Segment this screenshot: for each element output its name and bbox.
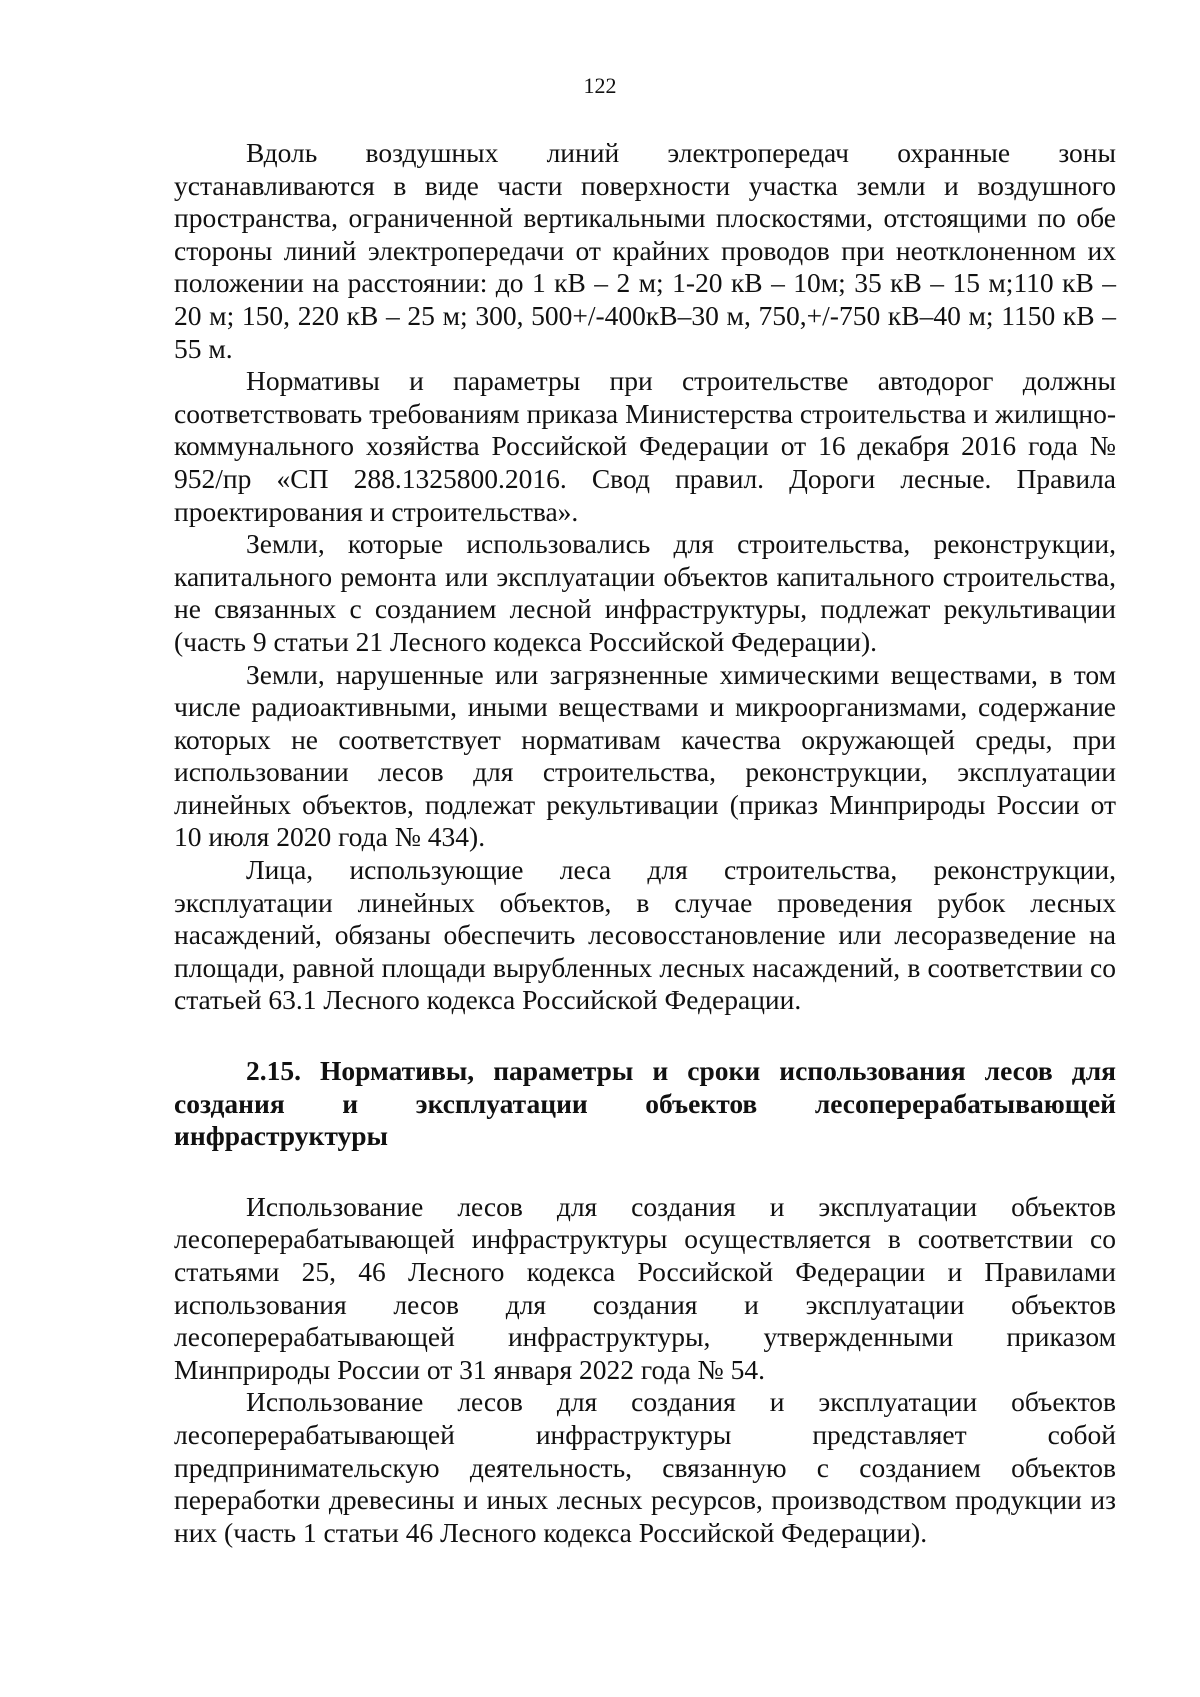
section-heading: 2.15. Нормативы, параметры и сроки использования лесов для создания и эксплуатации объектов лесоперерабатывающей инфраструктуры — [174, 1055, 1116, 1152]
page-number: 122 — [583, 73, 617, 98]
paragraph-reforestation: Лица, использующие леса для строительства, реконструкции, эксплуатации линейных объектов, в случае проведения рубок лесных насаждений, обязаны обеспечить лесовосстановление или лесоразведение на площади, равной площади вырубленных лесных насаждений, в соответствии со статьей 63.1 Лесного кодекса Российской Федерации. — [174, 854, 1116, 1016]
paragraph-road-standards: Нормативы и параметры при строительстве автодорог должны соответствовать требованиям приказа Министерства строительства и жилищно-коммунального хозяйства Российской Федерации от 16 декабря 2016 года № 952/пр «СП 288.1325800.2016. Свод правил. Дороги лесные. Правила проектирования и строительства». — [174, 365, 1116, 527]
paragraph-contaminated-land: Земли, нарушенные или загрязненные химическими веществами, в том числе радиоактивными, иными веществами и микроорганизмами, содержание которых не соответствует нормативам качества окружающей среды, при использовании лесов для строительства, реконструкции, эксплуатации линейных объектов, подлежат рекультивации (приказ Минприроды России от 10 июля 2020 года № 434). — [174, 658, 1116, 853]
paragraph-entrepreneurial-activity: Использование лесов для создания и эксплуатации объектов лесоперерабатывающей инфраструктуры представляет собой предпринимательскую деятельность, связанную с созданием объектов переработки древесины и иных лесных ресурсов, производством продукции из них (часть 1 статьи 46 Лесного кодекса Российской Федерации). — [174, 1386, 1116, 1548]
paragraph-processing-infrastructure-use: Использование лесов для создания и эксплуатации объектов лесоперерабатывающей инфраструктуры осуществляется в соответствии со статьями 25, 46 Лесного кодекса Российской Федерации и Правилами использования лесов для создания и эксплуатации объектов лесоперерабатывающей инфраструктуры, утвержденными приказом Минприроды России от 31 января 2022 года № 54. — [174, 1190, 1116, 1385]
document-body — [174, 137, 1116, 1549]
paragraph-power-line-zones: Вдоль воздушных линий электропередач охранные зоны устанавливаются в виде части поверхности участка земли и воздушного пространства, ограниченной вертикальными плоскостями, отстоящими по обе стороны линий электропередачи от крайних проводов при неотклоненном их положении на расстоянии: до 1 кВ – 2 м; 1-20 кВ – 10м; 35 кВ – 15 м;110 кВ – 20 м; 150, 220 кВ – 25 м; 300, 500+/-400кВ–30 м, 750,+/-750 кВ–40 м; 1150 кВ – 55 м. — [174, 137, 1116, 364]
paragraph-land-reclamation: Земли, которые использовались для строительства, реконструкции, капитального ремонта или эксплуатации объектов капитального строительства, не связанных с созданием лесной инфраструктуры, подлежат рекультивации (часть 9 статьи 21 Лесного кодекса Российской Федерации). — [174, 528, 1116, 657]
